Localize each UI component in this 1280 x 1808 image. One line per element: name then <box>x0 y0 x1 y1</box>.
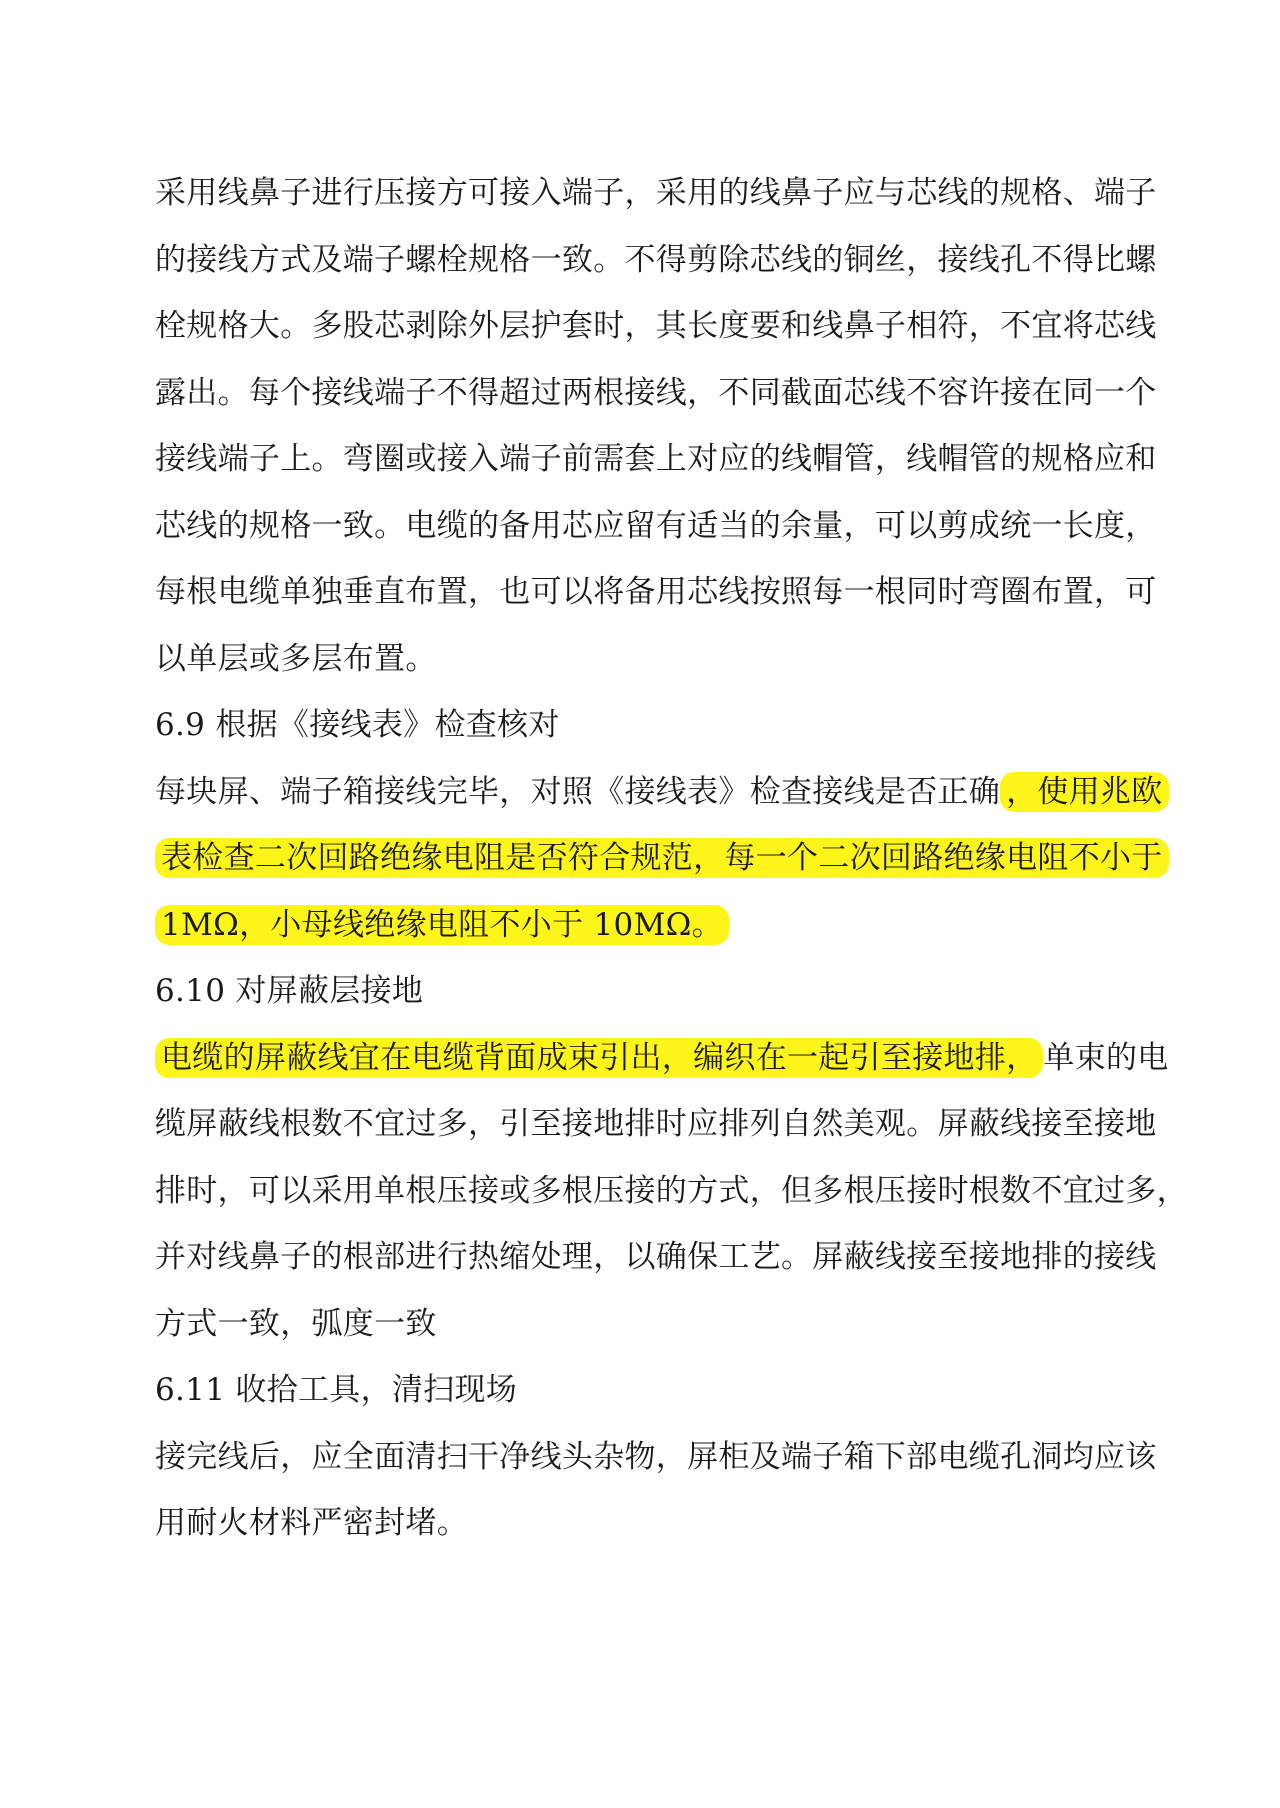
text-line <box>155 892 1182 959</box>
text-segment: 方式一致，弧度一致 <box>155 1305 437 1342</box>
text-segment: 并对线鼻子的根部进行热缩处理，以确保工艺。屏蔽线接至接地排的接线 <box>155 1239 1157 1275</box>
text-segment: 芯线的规格一致。电缆的备用芯应留有适当的余量，可以剪成统一长度， <box>155 507 1157 544</box>
text-line <box>155 493 1182 560</box>
text-line <box>155 759 1182 826</box>
text-line <box>155 360 1182 427</box>
text-line <box>155 1025 1182 1092</box>
highlighted-text: 表检查二次回路绝缘电阻是否符合规范，每一个二次回路绝缘电阻不小于 <box>155 838 1169 878</box>
text-line <box>155 1291 1182 1358</box>
text-segment: 用耐火材料严密封堵。 <box>155 1505 468 1541</box>
text-line <box>155 626 1182 693</box>
text-segment: 的接线方式及端子螺栓规格一致。不得剪除芯线的铜丝，接线孔不得比螺 <box>155 241 1157 278</box>
document-body <box>155 160 1188 1557</box>
text-line <box>155 293 1182 360</box>
text-line <box>155 1158 1188 1225</box>
text-line <box>155 825 1182 892</box>
text-line <box>155 1490 1182 1557</box>
text-segment: 露出。每个接线端子不得超过两根接线，不同截面芯线不容许接在同一个 <box>155 374 1157 411</box>
text-segment: 6.11 收拾工具，清扫现场 <box>155 1372 518 1408</box>
highlighted-text: 电缆的屏蔽线宜在电缆背面成束引出，编织在一起引至接地排， <box>155 1038 1043 1078</box>
text-segment: 栓规格大。多股芯剥除外层护套时，其长度要和线鼻子相符，不宜将芯线 <box>155 308 1157 344</box>
text-line <box>155 692 1182 759</box>
text-segment: 接完线后，应全面清扫干净线头杂物，屏柜及端子箱下部电缆孔洞均应该 <box>155 1438 1157 1475</box>
text-segment: 排时，可以采用单根压接或多根压接的方式，但多根压接时根数不宜过多， <box>155 1172 1188 1209</box>
text-line <box>155 958 1182 1025</box>
text-segment: 每块屏、端子箱接线完毕，对照《接线表》检查接线是否正确 <box>155 773 1001 810</box>
text-line <box>155 559 1182 626</box>
text-segment: 缆屏蔽线根数不宜过多，引至接地排时应排列自然美观。屏蔽线接至接地 <box>155 1106 1157 1142</box>
text-segment: 6.10 对屏蔽层接地 <box>155 973 424 1009</box>
text-segment: 单束的电 <box>1043 1039 1169 1076</box>
text-line <box>155 160 1182 227</box>
highlighted-text: ，使用兆欧 <box>1000 772 1169 812</box>
text-segment: 6.9 根据《接线表》检查核对 <box>155 707 560 743</box>
text-line <box>155 1424 1182 1491</box>
text-segment: 每根电缆单独垂直布置，也可以将备用芯线按照每一根同时弯圈布置，可 <box>155 574 1157 610</box>
text-line <box>155 1357 1182 1424</box>
text-line <box>155 1224 1182 1291</box>
text-line <box>155 426 1182 493</box>
highlighted-text: 1MΩ，小母线绝缘电阻不小于 10MΩ。 <box>155 905 729 945</box>
text-segment: 接线端子上。弯圈或接入端子前需套上对应的线帽管，线帽管的规格应和 <box>155 441 1157 477</box>
text-segment: 以单层或多层布置。 <box>155 640 437 677</box>
text-line <box>155 227 1182 294</box>
text-line <box>155 1091 1182 1158</box>
text-segment: 采用线鼻子进行压接方可接入端子，采用的线鼻子应与芯线的规格、端子 <box>155 175 1157 211</box>
